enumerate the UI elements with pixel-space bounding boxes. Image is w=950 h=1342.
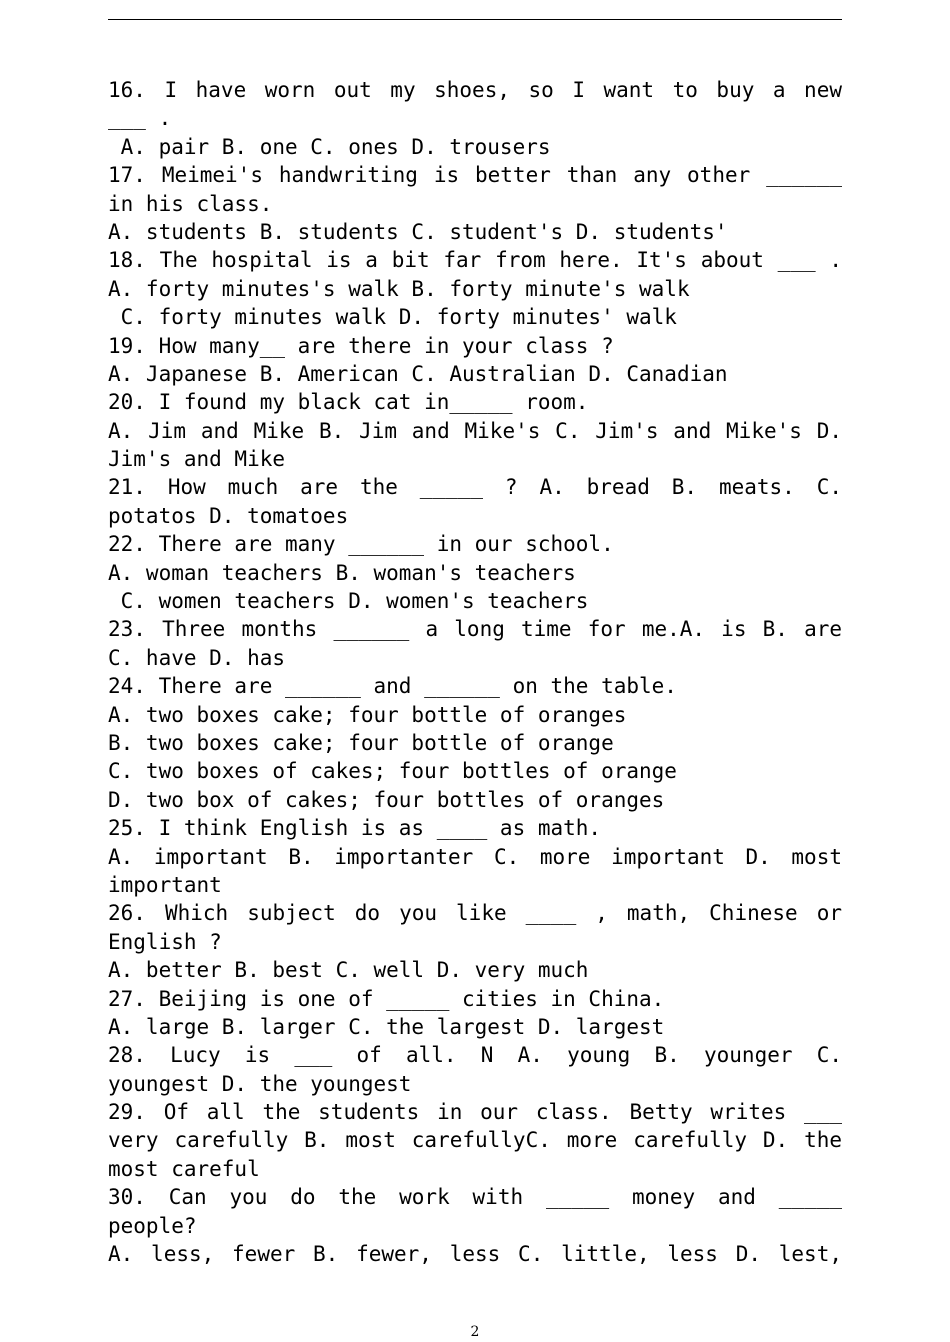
text-line: C. forty minutes walk D. forty minutes' walk [108, 305, 677, 330]
text-line: A. important B. importanter C. more important D. most [108, 844, 842, 869]
text-line: B. two boxes cake; four bottle of orange [108, 730, 614, 755]
text-line: 28. Lucy is ___ of all. N A. young B. younger C. [108, 1043, 842, 1068]
text-line: C. have D. has [108, 645, 286, 670]
text-line: 27. Beijing is one of _____ cities in China. [108, 986, 665, 1011]
text-line: A. students B. students C. student's D. students' [108, 219, 728, 244]
question-list [108, 76, 842, 1268]
text-line: English ? [108, 929, 222, 954]
text-line: 23. Three months ______ a long time for me.A. is B. are [108, 617, 842, 642]
text-line: A. less, fewer B. fewer, less C. little, less D. lest, [108, 1242, 842, 1267]
text-line: most careful [108, 1156, 260, 1181]
text-line: A. Japanese B. American C. Australian D. Canadian [108, 361, 728, 386]
text-line: A. forty minutes's walk B. forty minute's walk [108, 276, 690, 301]
text-line: people? [108, 1213, 197, 1238]
text-line: 20. I found my black cat in_____ room. [108, 390, 589, 415]
text-line: Jim's and Mike [108, 447, 286, 472]
text-line: 21. How much are the _____ ? A. bread B. meats. C. [108, 475, 842, 500]
text-line: A. large B. larger C. the largest D. largest [108, 1014, 665, 1039]
text-line: A. two boxes cake; four bottle of oranges [108, 702, 627, 727]
text-line: D. two box of cakes; four bottles of oranges [108, 787, 665, 812]
text-line: A. better B. best C. well D. very much [108, 958, 589, 983]
text-line: A. Jim and Mike B. Jim and Mike's C. Jim's and Mike's D. [108, 418, 842, 443]
text-line: youngest D. the youngest [108, 1071, 412, 1096]
text-line: A. woman teachers B. woman's teachers [108, 560, 576, 585]
page-number: 2 [470, 1324, 480, 1340]
text-line: A. pair B. one C. ones D. trousers [108, 134, 551, 159]
text-line: important [108, 872, 222, 897]
header-rule [108, 19, 842, 20]
text-line: 18. The hospital is a bit far from here. It's about ___ . [108, 248, 842, 273]
text-line: 30. Can you do the work with _____ money and _____ [108, 1185, 842, 1210]
text-line: 24. There are ______ and ______ on the table. [108, 674, 677, 699]
text-line: 19. How many__ are there in your class ? [108, 333, 614, 358]
text-line: C. women teachers D. women's teachers [108, 589, 589, 614]
text-line: C. two boxes of cakes; four bottles of orange [108, 759, 677, 784]
text-line: potatos D. tomatoes [108, 503, 349, 528]
text-line: 16. I have worn out my shoes, so I want to buy a new [108, 78, 842, 102]
text-line: very carefully B. most carefullyC. more carefully D. the [108, 1128, 842, 1153]
text-line: in his class. [108, 191, 273, 216]
text-line: 22. There are many ______ in our school. [108, 532, 614, 557]
text-line: 26. Which subject do you like ____ , math, Chinese or [108, 901, 842, 926]
text-line: 17. Meimei's handwriting is better than any other ______ [108, 163, 842, 188]
text-line: ___ . [108, 106, 172, 131]
text-line: 25. I think English is as ____ as math. [108, 816, 602, 841]
text-line: 29. Of all the students in our class. Betty writes ___ [108, 1100, 842, 1125]
